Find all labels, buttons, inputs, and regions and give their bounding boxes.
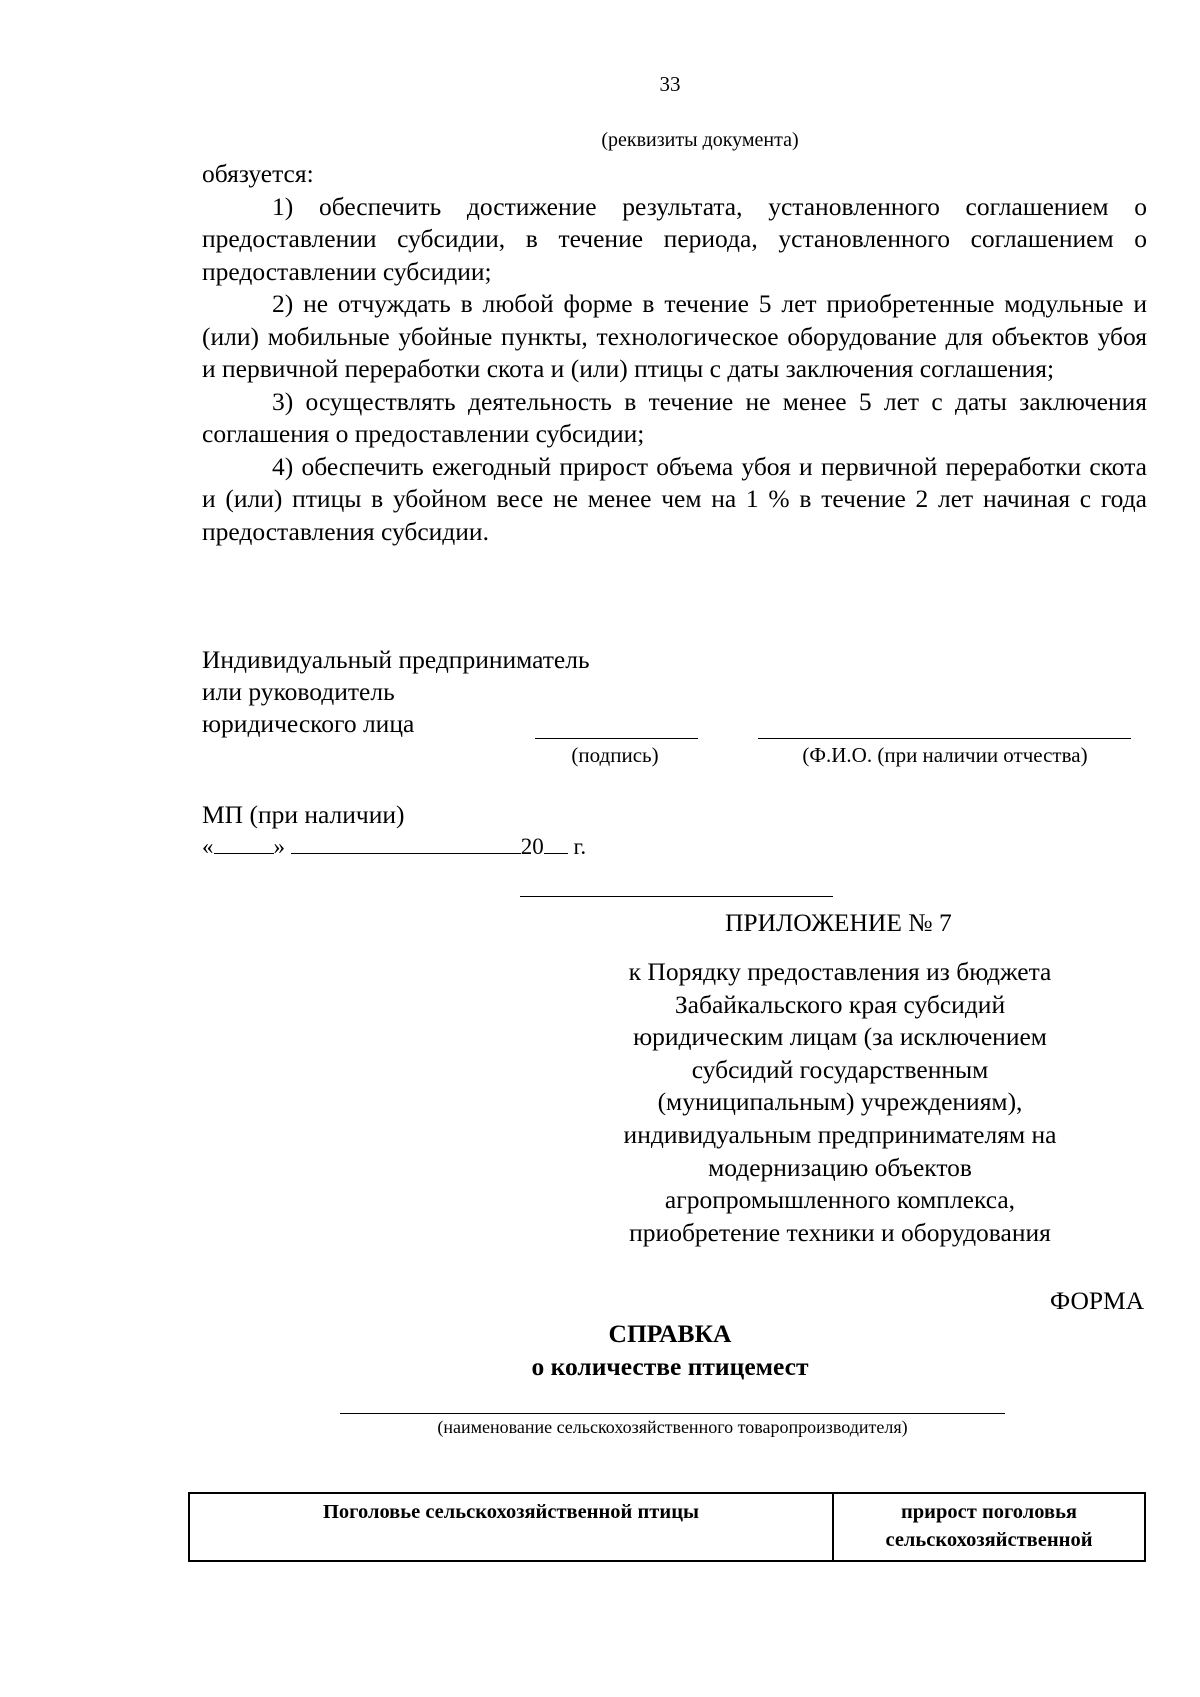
date-line: [202, 831, 586, 863]
date-year-prefix: 20: [520, 834, 544, 859]
date-year-suffix: г.: [573, 834, 587, 859]
page-number: 33: [659, 72, 681, 96]
obligations-section: [202, 158, 1147, 548]
form-label: ФОРМА: [1050, 1286, 1145, 1315]
section-divider: [520, 896, 833, 897]
signatory-line-1: Индивидуальный предприниматель: [202, 645, 590, 674]
date-year-blank: [544, 831, 568, 854]
obligation-item-2: 2) не отчуждать в любой форме в течение 5 лет приобретенные модульные и (или) мобильные убойные пункты, технологическое оборудование для объектов убоя и первичной переработки скота и (или) птицы с даты заключения соглашения;: [202, 289, 1147, 383]
name-caption: (Ф.И.О. (при наличии отчества): [802, 743, 1088, 767]
org-name-line: [340, 1413, 1005, 1414]
intro-text: обязуется:: [202, 159, 314, 188]
date-close-quote: »: [273, 834, 285, 859]
signature-line: [535, 738, 698, 739]
stamp-label: МП (при наличии): [202, 800, 405, 829]
poultry-table: [188, 1492, 1146, 1562]
obligation-item-3: 3) осуществлять деятельность в течение не менее 5 лет с даты заключения соглашения о предоставлении субсидии;: [202, 386, 1147, 448]
obligation-item-4: 4) обеспечить ежегодный прирост объема убоя и первичной переработки скота и (или) птицы в убойном весе не менее чем на 1 % в течение 2 лет начиная с года предоставления субсидии.: [202, 451, 1147, 546]
date-day-blank: [214, 831, 274, 854]
document-title-line-1: СПРАВКА: [608, 1319, 732, 1348]
signatory-line-2: или руководитель: [202, 677, 395, 706]
appendix-text: к Порядку предоставления из бюджета Забайкальского края субсидий юридическим лицам (за исключением субсидий государственным (муниципальным) учреждениям), индивидуальным предпринимателям на модернизацию объектов агропромышленного комплекса, приобретение техники и оборудования: [623, 957, 1057, 1247]
table-header-row: [189, 1493, 1145, 1561]
signature-caption: (подпись): [571, 743, 659, 767]
org-name-caption: (наименование сельскохозяйственного товаропроизводителя): [437, 1417, 908, 1437]
table-header-cell: Поголовье сельскохозяйственной птицы: [189, 1493, 833, 1561]
signatory-block: [202, 644, 590, 740]
signatory-line-3: юридического лица: [202, 709, 415, 738]
name-line: [758, 738, 1131, 739]
appendix-title: ПРИЛОЖЕНИЕ № 7: [725, 908, 952, 937]
date-month-blank: [291, 831, 521, 854]
obligation-item-1: 1) обеспечить достижение результата, установленного соглашением о предоставлении субсидии, в течение периода, установленного соглашением о предоставлении субсидии;: [202, 191, 1147, 286]
document-title: [470, 1317, 870, 1383]
requisites-caption: (реквизиты документа): [601, 129, 799, 151]
document-title-line-2: о количестве птицемест: [531, 1352, 809, 1381]
date-open-quote: «: [202, 834, 214, 859]
table-header-cell: прирост поголовья сельскохозяйственной: [833, 1493, 1145, 1561]
